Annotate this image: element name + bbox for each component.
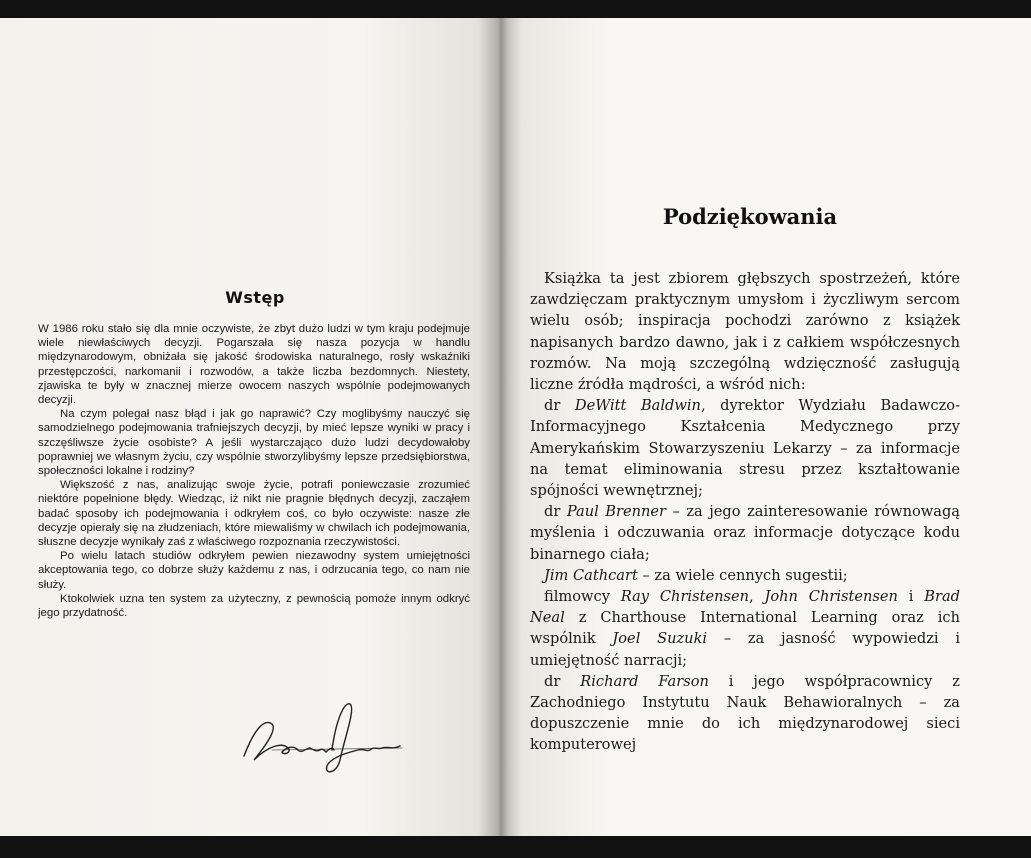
left-paragraph: Większość z nas, analizując swoje życie, potrafi poniewczasie zrozumieć niektóre popełnione błędy. Wiedząc, iż nikt nie pragnie błędnych decyzji, zacząłem badać sposoby ich podejmowania i odkryłem coś, co było oczywiste: nasze złe decyzje opierały się na złudzeniach, które miewaliśmy w chwilach ich podejmowania, słuszne decyzje wynikały zaś z właściwego rozpoznania rzeczywistości. bbox=[38, 479, 470, 549]
text-run: filmowcy bbox=[544, 588, 621, 606]
right-paragraph bbox=[530, 268, 960, 395]
text-run: , dyrektor Wydziału Badawczo-Informacyjnego Kształcenia Medycznego przy Amerykańskim Stowarzyszeniu Lekarzy – za informacje na temat eliminowania stresu przez kształtowanie spójności wewnętrznej; bbox=[530, 397, 961, 500]
person-name: Jim Cathcart bbox=[544, 566, 638, 584]
person-name: Ray Christensen bbox=[620, 588, 750, 606]
right-paragraph bbox=[530, 395, 960, 501]
book-gutter bbox=[478, 18, 522, 838]
text-run: z Charthouse International Learning oraz ich wspólnik bbox=[530, 609, 960, 648]
text-run: – za jasność wypowiedzi i umiejętność narracji; bbox=[530, 630, 960, 669]
person-name: John Christensen bbox=[764, 588, 898, 606]
text-run: i bbox=[897, 588, 925, 606]
scan-bottom-edge bbox=[0, 836, 1031, 858]
right-paragraph bbox=[530, 565, 960, 586]
right-paragraph bbox=[530, 586, 960, 671]
text-run: dr bbox=[544, 672, 581, 690]
text-run: – za wiele cennych sugestii; bbox=[637, 566, 848, 584]
left-paragraph: Ktokolwiek uzna ten system za użyteczny, z pewnością pomoże innym odkryć jego przydatność. bbox=[38, 592, 470, 620]
author-signature bbox=[232, 690, 412, 780]
right-paragraph bbox=[530, 501, 960, 565]
right-paragraph bbox=[530, 671, 960, 756]
left-paragraph: Po wielu latach studiów odkryłem pewien niezawodny system umiejętności akceptowania tego, co dobrze służy każdemu z nas, i odrzucania tego, co nam nie służy. bbox=[38, 550, 470, 591]
person-name: Brad Neal bbox=[530, 588, 961, 627]
person-name: Richard Farson bbox=[580, 672, 709, 690]
text-run: Książka ta jest zbiorem głębszych spostrzeżeń, które zawdzięczam praktycznym umysłom i życzliwym sercom wielu osób; inspiracja pochodzi zarówno z książek napisanych bardzo dawno, jak i z całkiem współczesnych rozmów. Na moją szczególną wdzięczność zasługują liczne źródła mądrości, a wśród nich: bbox=[530, 270, 960, 394]
left-paragraph: W 1986 roku stało się dla mnie oczywiste, że zbyt dużo ludzi w tym kraju podejmuje wiele niewłaściwych decyzji. Pogarszała się nasza pozycja w handlu międzynarodowym, obniżała się jakość środowiska naturalnego, rosły wskaźniki przestępczości, narkomanii i rozwodów, a także liczba bezdomnych. Niestety, zjawiska te były w znacznej mierze owocem naszych wspólnie podejmowanych decyzji. bbox=[38, 323, 470, 407]
text-run: dr bbox=[544, 503, 567, 521]
left-page-body bbox=[38, 322, 470, 620]
text-run: i jego współpracownicy z Zachodniego Instytutu Nauk Behawioralnych – za dopuszczenie mnie do ich międzynarodowej sieci komputerowej bbox=[530, 672, 960, 754]
text-run: dr bbox=[544, 397, 575, 415]
person-name: DeWitt Baldwin bbox=[574, 397, 701, 415]
text-run: – za jego zainteresowanie równowagą myślenia i odczuwania oraz informacje dotyczące kodu binarnego ciała; bbox=[530, 503, 960, 563]
right-page-heading: Podziękowania bbox=[662, 204, 838, 229]
right-page-body bbox=[530, 268, 960, 756]
text-run: , bbox=[749, 588, 765, 606]
person-name: Joel Suzuki bbox=[612, 630, 708, 648]
person-name: Paul Brenner bbox=[566, 503, 667, 521]
left-paragraph: Na czym polegał nasz błąd i jak go naprawić? Czy moglibyśmy nauczyć się samodzielnego podejmowania trafniejszych decyzji, by mieć lepsze wyniki w pracy i szczęśliwsze życie osobiste? A jeśli wystarczająco dużo ludzi decydowałoby poprawniej we własnym życiu, czy wspólnie stworzylibyśmy lepsze przedsiębiorstwa, społeczności lokalne i rodziny? bbox=[38, 408, 470, 478]
left-page-heading: Wstęp bbox=[225, 288, 285, 307]
